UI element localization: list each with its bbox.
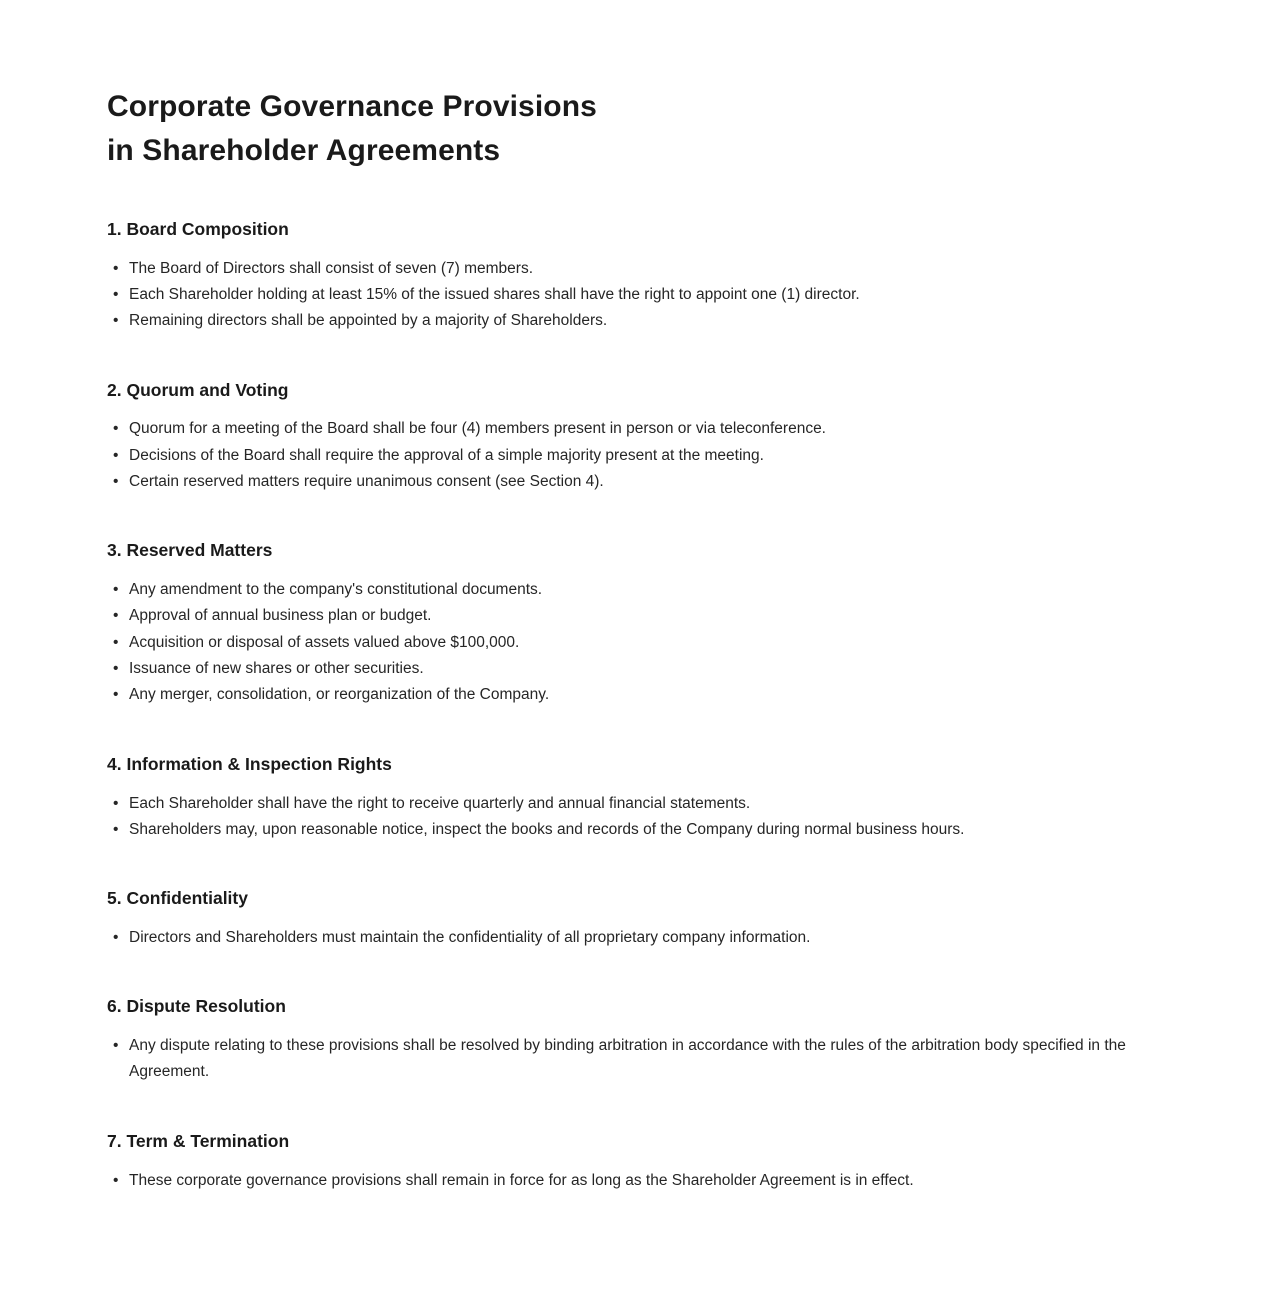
bullet-marker-icon: • bbox=[113, 581, 119, 599]
bullet-text: Acquisition or disposal of assets valued above $100,000. bbox=[129, 633, 520, 651]
bullet-list bbox=[107, 1033, 1168, 1086]
bullet-marker-icon: • bbox=[113, 312, 119, 330]
bullet-text: Each Shareholder holding at least 15% of the issued shares shall have the right to appoint one (1) director. bbox=[129, 285, 860, 303]
bullet-text: Any dispute relating to these provisions shall be resolved by binding arbitration in accordance with the rules of the arbitration body specified in the Agreement. bbox=[129, 1037, 1126, 1081]
bullet-marker-icon: • bbox=[113, 820, 119, 838]
document-section bbox=[107, 995, 1168, 1085]
document-section bbox=[107, 379, 1168, 496]
bullet-item bbox=[107, 603, 1168, 629]
bullet-item bbox=[107, 577, 1168, 603]
bullet-list bbox=[107, 1168, 1168, 1194]
section-heading: 3. Reserved Matters bbox=[107, 540, 273, 561]
bullet-item bbox=[107, 925, 1168, 951]
document-section bbox=[107, 753, 1168, 843]
bullet-text: The Board of Directors shall consist of seven (7) members. bbox=[129, 259, 534, 277]
bullet-marker-icon: • bbox=[113, 473, 119, 490]
section-heading: 6. Dispute Resolution bbox=[107, 996, 286, 1017]
bullet-text: Shareholders may, upon reasonable notice, inspect the books and records of the Company during normal business hours. bbox=[129, 820, 965, 838]
bullet-item bbox=[107, 443, 1168, 469]
section-heading: 2. Quorum and Voting bbox=[107, 379, 289, 400]
section-heading: 4. Information & Inspection Rights bbox=[107, 753, 392, 774]
bullet-marker-icon: • bbox=[113, 446, 119, 464]
bullet-item bbox=[107, 817, 1168, 843]
bullet-list bbox=[107, 577, 1168, 709]
bullet-marker-icon: • bbox=[113, 660, 119, 678]
bullet-list bbox=[107, 925, 1168, 951]
page-title bbox=[107, 85, 727, 174]
document-section bbox=[107, 218, 1168, 335]
page-title-line1: Corporate Governance Provisions bbox=[107, 90, 597, 123]
document-section bbox=[107, 1130, 1168, 1194]
bullet-item bbox=[107, 656, 1168, 682]
bullet-marker-icon: • bbox=[113, 1171, 119, 1189]
bullet-marker-icon: • bbox=[113, 607, 119, 625]
bullet-item bbox=[107, 282, 1168, 308]
bullet-item bbox=[107, 791, 1168, 817]
sections-container bbox=[107, 218, 1168, 1194]
bullet-marker-icon: • bbox=[113, 686, 119, 704]
bullet-marker-icon: • bbox=[113, 794, 119, 812]
bullet-item bbox=[107, 630, 1168, 656]
bullet-text: Decisions of the Board shall require the approval of a simple majority present at the meeting. bbox=[129, 446, 764, 464]
document-section bbox=[107, 887, 1168, 951]
section-heading: 7. Term & Termination bbox=[107, 1130, 290, 1151]
section-heading: 1. Board Composition bbox=[107, 218, 289, 239]
page-title-line2: in Shareholder Agreements bbox=[107, 134, 501, 168]
bullet-text: Any amendment to the company's constitutional documents. bbox=[129, 581, 543, 599]
bullet-text: Each Shareholder shall have the right to receive quarterly and annual financial statements. bbox=[129, 794, 751, 812]
bullet-marker-icon: • bbox=[113, 259, 119, 277]
bullet-item bbox=[107, 1033, 1168, 1086]
section-heading: 5. Confidentiality bbox=[107, 888, 248, 909]
bullet-text: Issuance of new shares or other securities. bbox=[129, 660, 424, 678]
bullet-marker-icon: • bbox=[113, 633, 119, 651]
bullet-item bbox=[107, 308, 1168, 334]
bullet-list bbox=[107, 256, 1168, 335]
bullet-item bbox=[107, 256, 1168, 282]
bullet-marker-icon: • bbox=[113, 929, 119, 946]
bullet-item bbox=[107, 1168, 1168, 1194]
bullet-text: Remaining directors shall be appointed by a majority of Shareholders. bbox=[129, 312, 608, 330]
bullet-marker-icon: • bbox=[113, 1037, 119, 1055]
bullet-list bbox=[107, 416, 1168, 495]
bullet-text: Directors and Shareholders must maintain the confidentiality of all proprietary company information. bbox=[129, 929, 811, 946]
bullet-list bbox=[107, 791, 1168, 844]
bullet-text: These corporate governance provisions shall remain in force for as long as the Shareholder Agreement is in effect. bbox=[129, 1171, 914, 1189]
document-section bbox=[107, 539, 1168, 708]
bullet-text: Approval of annual business plan or budget. bbox=[129, 607, 432, 625]
bullet-marker-icon: • bbox=[113, 285, 119, 303]
bullet-item bbox=[107, 682, 1168, 708]
bullet-item bbox=[107, 469, 1168, 495]
bullet-text: Quorum for a meeting of the Board shall be four (4) members present in person or via teleconference. bbox=[129, 420, 826, 438]
bullet-text: Certain reserved matters require unanimous consent (see Section 4). bbox=[129, 473, 604, 490]
bullet-marker-icon: • bbox=[113, 420, 119, 438]
bullet-item bbox=[107, 416, 1168, 442]
bullet-text: Any merger, consolidation, or reorganization of the Company. bbox=[129, 686, 550, 704]
